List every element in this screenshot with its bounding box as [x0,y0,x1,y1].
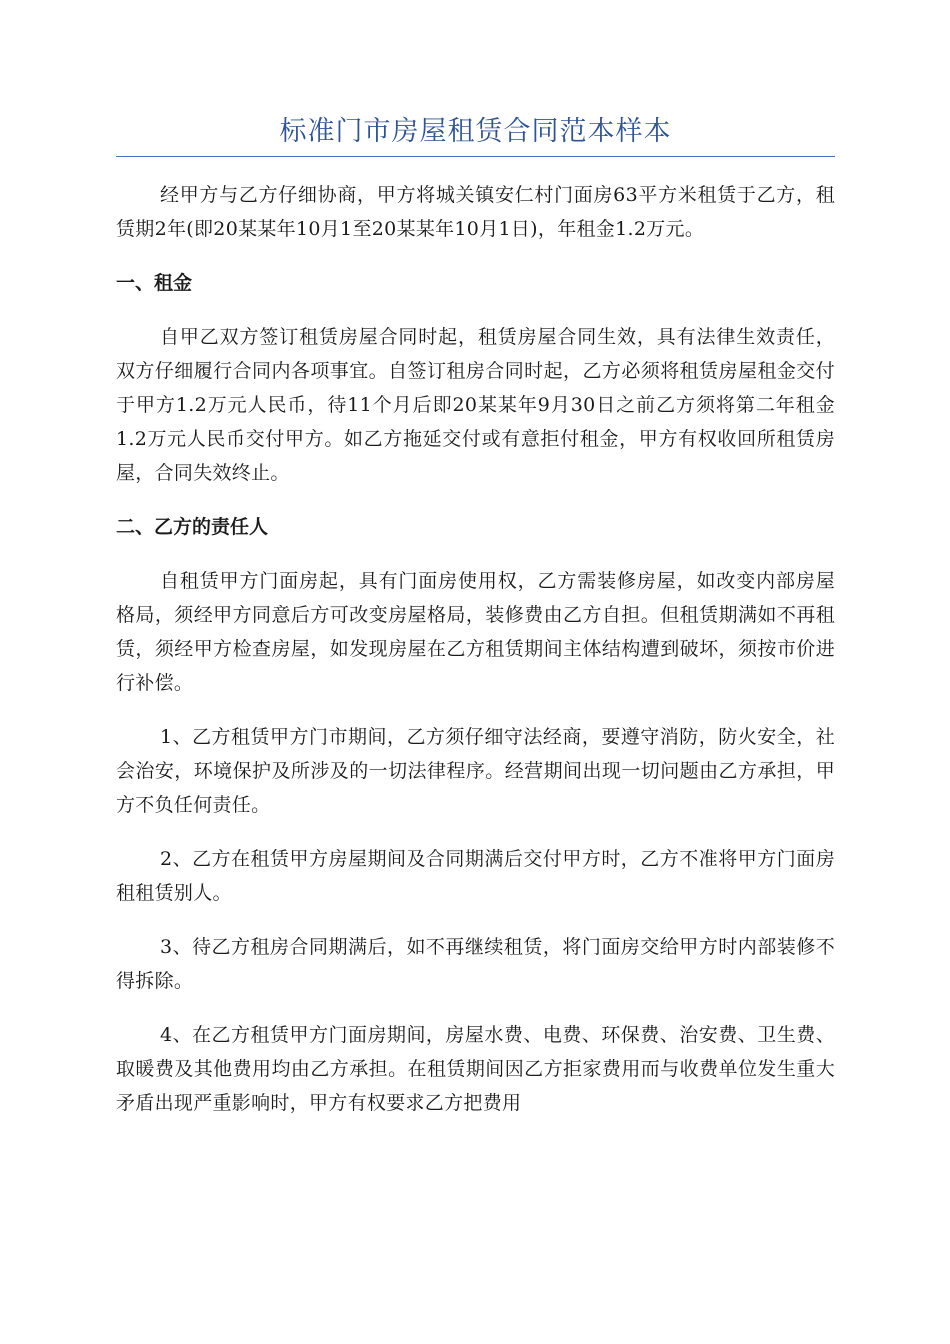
title-block [116,112,835,157]
clause-4-paragraph: 4、在乙方租赁甲方门面房期间，房屋水费、电费、环保费、治安费、卫生费、取暖费及其他费用均由乙方承担。在租赁期间因乙方拒家费用而与收费单位发生重大矛盾出现严重影响时，甲方有权要求乙方把费用 [116,1024,835,1114]
clause-1-paragraph: 1、乙方租赁甲方门市期间，乙方须仔细守法经商，要遵守消防，防火安全，社会治安，环境保护及所涉及的一切法律程序。经营期间出现一切问题由乙方承担，甲方不负任何责任。 [116,726,835,816]
rent-paragraph: 自甲乙双方签订租赁房屋合同时起，租赁房屋合同生效，具有法律生效责任，双方仔细履行合同内各项事宜。自签订租房合同时起，乙方必须将租赁房屋租金交付于甲方1.2万元人民币，待11个月后即20某某年9月30日之前乙方须将第二年租金1.2万元人民币交付甲方。如乙方拖延交付或有意拒付租金，甲方有权收回所租赁房屋，合同失效终止。 [116,326,835,484]
section-heading-rent: 一、租金 [116,272,193,294]
document-body [116,178,835,1120]
document-title: 标准门市房屋租赁合同范本样本 [279,116,672,147]
section-heading-lessee-duties: 二、乙方的责任人 [116,516,269,538]
clause-2-paragraph: 2、乙方在租赁甲方房屋期间及合同期满后交付甲方时，乙方不准将甲方门面房租租赁别人。 [116,848,835,904]
intro-paragraph: 经甲方与乙方仔细协商，甲方将城关镇安仁村门面房63平方米租赁于乙方，租赁期2年(即20某某年10月1至20某某年10月1日)，年租金1.2万元。 [116,184,835,240]
lessee-duties-paragraph: 自租赁甲方门面房起，具有门面房使用权，乙方需装修房屋，如改变内部房屋格局，须经甲方同意后方可改变房屋格局，装修费由乙方自担。但租赁期满如不再租赁，须经甲方检查房屋，如发现房屋在乙方租赁期间主体结构遭到破坏，须按市价进行补偿。 [116,570,835,694]
clause-3-paragraph: 3、待乙方租房合同期满后，如不再继续租赁，将门面房交给甲方时内部装修不得拆除。 [116,936,835,992]
